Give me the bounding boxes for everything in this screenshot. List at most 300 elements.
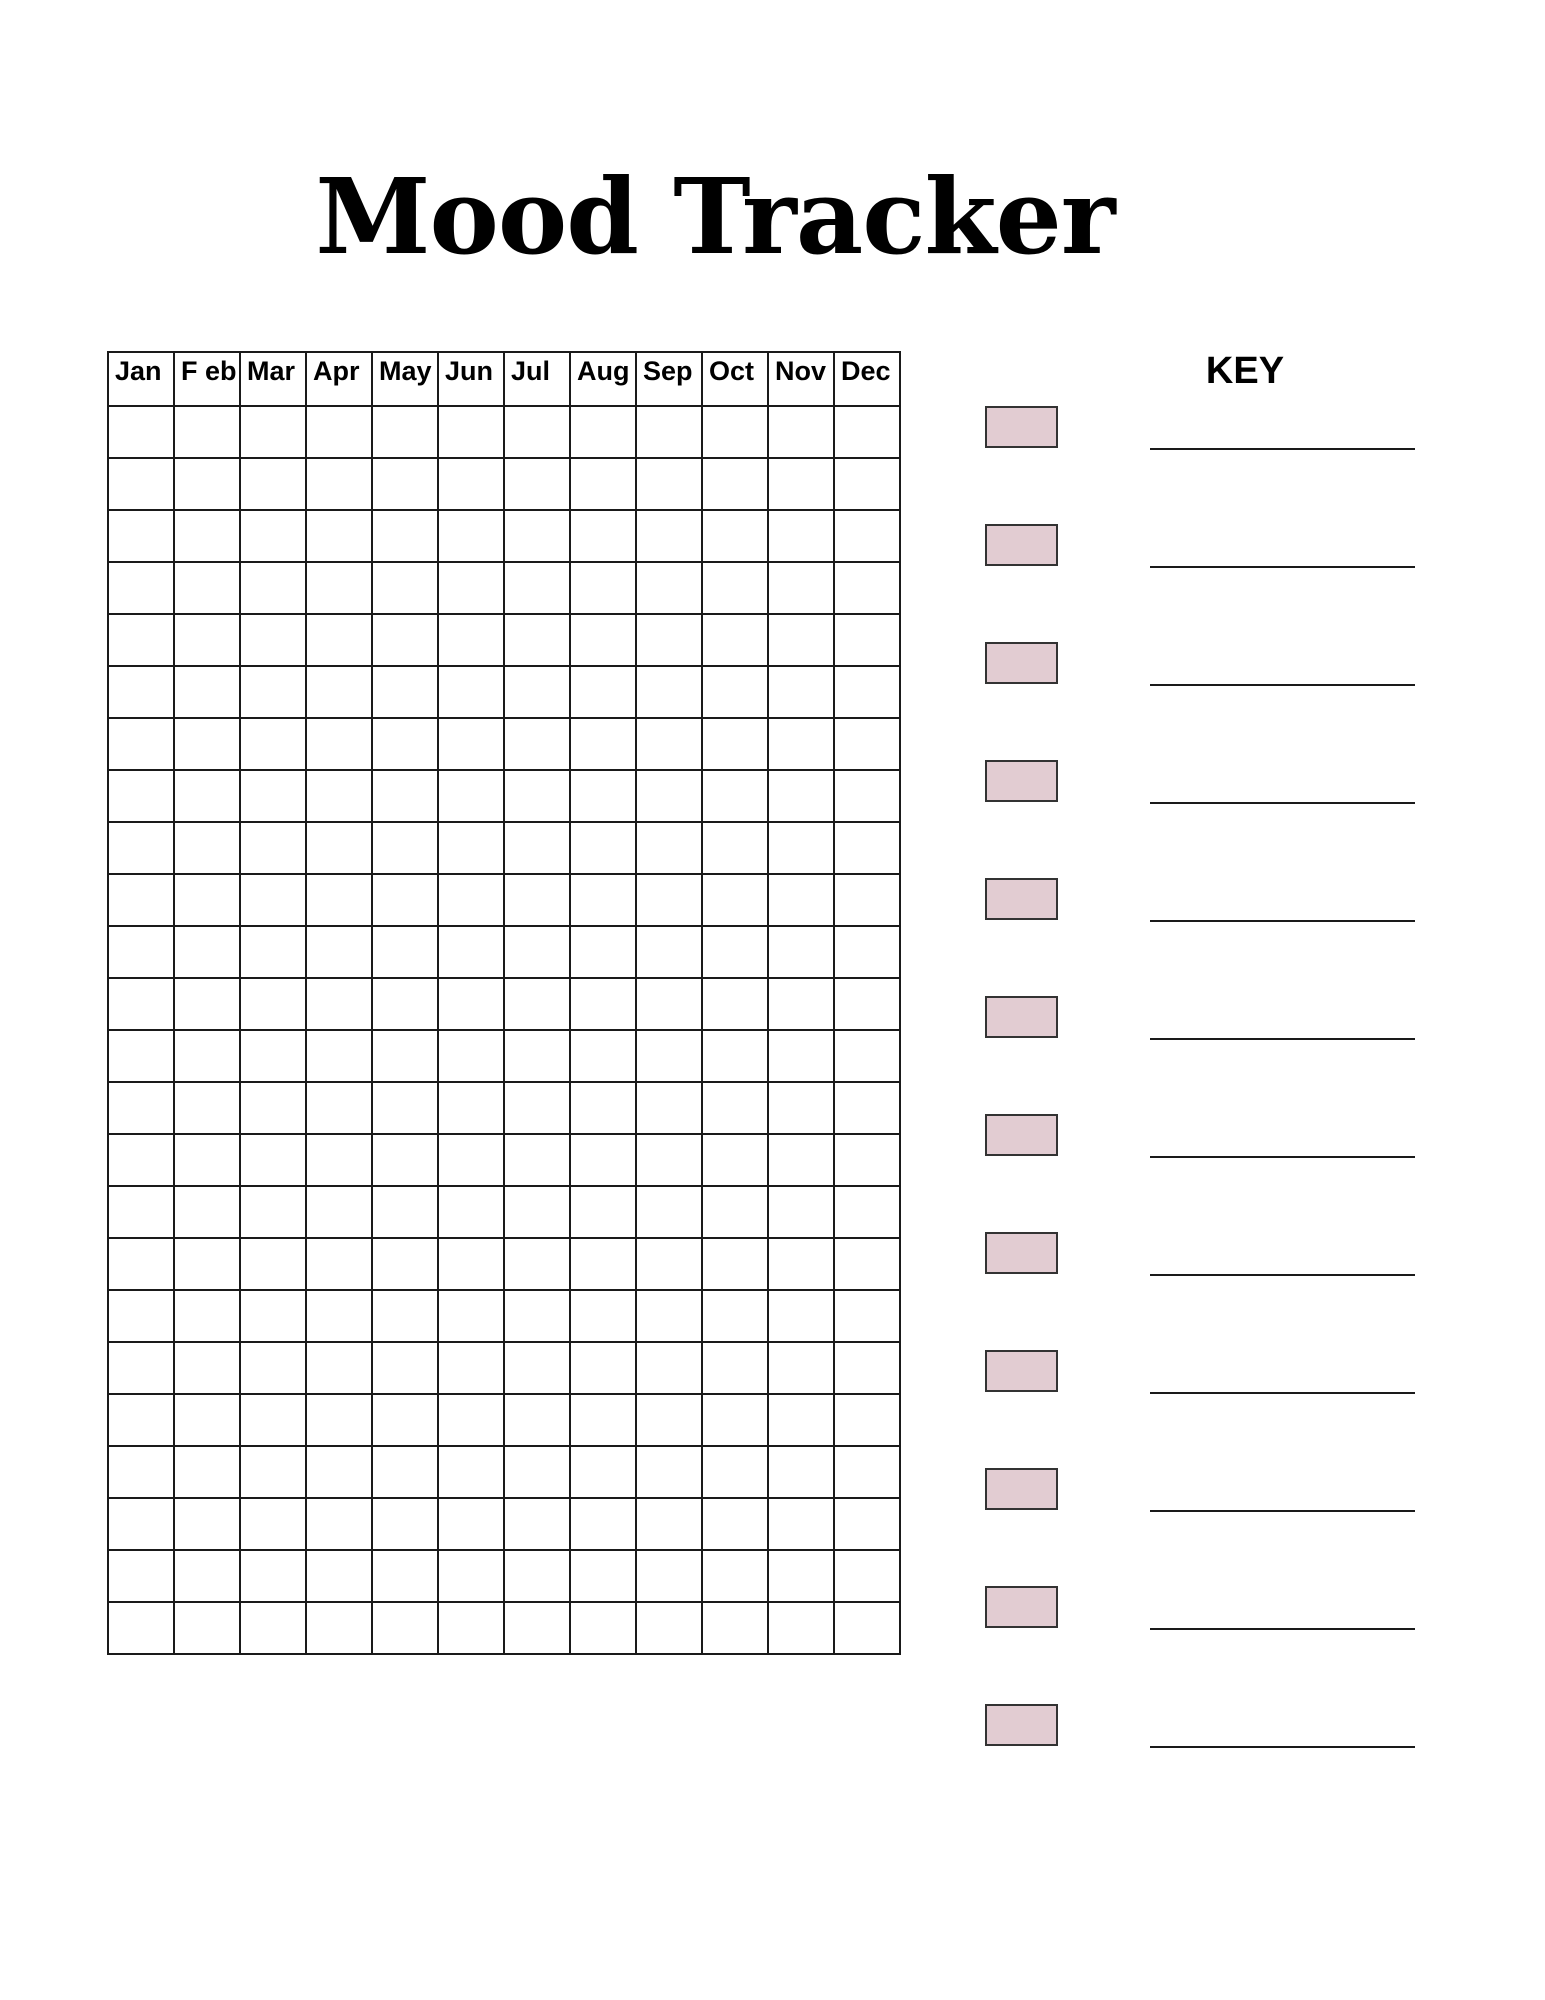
mood-cell[interactable] (570, 406, 636, 458)
mood-cell[interactable] (834, 510, 900, 562)
mood-cell[interactable] (768, 1498, 834, 1550)
mood-cell[interactable] (438, 1082, 504, 1134)
mood-cell[interactable] (174, 406, 240, 458)
mood-cell[interactable] (834, 458, 900, 510)
mood-cell[interactable] (438, 614, 504, 666)
mood-cell[interactable] (636, 1394, 702, 1446)
mood-cell[interactable] (306, 822, 372, 874)
mood-cell[interactable] (570, 1550, 636, 1602)
mood-cell[interactable] (768, 1134, 834, 1186)
mood-cell[interactable] (438, 978, 504, 1030)
mood-cell[interactable] (570, 718, 636, 770)
key-label-line[interactable] (1150, 1392, 1415, 1394)
mood-cell[interactable] (504, 406, 570, 458)
mood-cell[interactable] (108, 1290, 174, 1342)
mood-cell[interactable] (768, 666, 834, 718)
mood-cell[interactable] (438, 1290, 504, 1342)
mood-cell[interactable] (174, 978, 240, 1030)
mood-cell[interactable] (504, 1602, 570, 1654)
mood-cell[interactable] (504, 1290, 570, 1342)
mood-cell[interactable] (306, 666, 372, 718)
mood-cell[interactable] (372, 1290, 438, 1342)
mood-cell[interactable] (702, 978, 768, 1030)
mood-cell[interactable] (240, 666, 306, 718)
mood-cell[interactable] (240, 1134, 306, 1186)
mood-cell[interactable] (636, 1238, 702, 1290)
mood-cell[interactable] (108, 1342, 174, 1394)
mood-cell[interactable] (768, 510, 834, 562)
key-label-line[interactable] (1150, 1038, 1415, 1040)
mood-cell[interactable] (372, 1186, 438, 1238)
mood-cell[interactable] (174, 510, 240, 562)
mood-cell[interactable] (108, 1550, 174, 1602)
mood-cell[interactable] (702, 458, 768, 510)
mood-cell[interactable] (438, 1342, 504, 1394)
mood-cell[interactable] (636, 510, 702, 562)
mood-cell[interactable] (372, 510, 438, 562)
mood-cell[interactable] (240, 1238, 306, 1290)
mood-cell[interactable] (108, 770, 174, 822)
mood-cell[interactable] (702, 1186, 768, 1238)
mood-cell[interactable] (504, 666, 570, 718)
mood-cell[interactable] (240, 770, 306, 822)
mood-cell[interactable] (570, 510, 636, 562)
mood-cell[interactable] (372, 1394, 438, 1446)
mood-cell[interactable] (768, 874, 834, 926)
mood-cell[interactable] (240, 1550, 306, 1602)
mood-cell[interactable] (702, 406, 768, 458)
mood-cell[interactable] (636, 1030, 702, 1082)
mood-cell[interactable] (174, 874, 240, 926)
key-color-swatch[interactable] (985, 1586, 1058, 1628)
mood-cell[interactable] (504, 822, 570, 874)
mood-cell[interactable] (834, 1394, 900, 1446)
mood-cell[interactable] (636, 1446, 702, 1498)
mood-cell[interactable] (240, 1498, 306, 1550)
mood-cell[interactable] (306, 1030, 372, 1082)
key-color-swatch[interactable] (985, 1114, 1058, 1156)
mood-cell[interactable] (636, 770, 702, 822)
mood-cell[interactable] (438, 1498, 504, 1550)
mood-cell[interactable] (438, 718, 504, 770)
mood-cell[interactable] (174, 1186, 240, 1238)
mood-cell[interactable] (702, 718, 768, 770)
mood-cell[interactable] (108, 1082, 174, 1134)
mood-cell[interactable] (240, 718, 306, 770)
mood-cell[interactable] (570, 1290, 636, 1342)
mood-cell[interactable] (174, 718, 240, 770)
mood-cell[interactable] (834, 1186, 900, 1238)
mood-cell[interactable] (174, 1238, 240, 1290)
mood-cell[interactable] (504, 874, 570, 926)
mood-cell[interactable] (372, 978, 438, 1030)
mood-cell[interactable] (504, 614, 570, 666)
mood-cell[interactable] (372, 614, 438, 666)
mood-cell[interactable] (768, 614, 834, 666)
mood-cell[interactable] (306, 1394, 372, 1446)
mood-cell[interactable] (438, 822, 504, 874)
mood-cell[interactable] (504, 1134, 570, 1186)
mood-cell[interactable] (570, 770, 636, 822)
mood-cell[interactable] (504, 978, 570, 1030)
mood-cell[interactable] (504, 718, 570, 770)
mood-cell[interactable] (438, 1394, 504, 1446)
mood-cell[interactable] (570, 458, 636, 510)
mood-cell[interactable] (702, 926, 768, 978)
mood-cell[interactable] (702, 1498, 768, 1550)
mood-cell[interactable] (834, 1342, 900, 1394)
mood-cell[interactable] (834, 1134, 900, 1186)
mood-cell[interactable] (834, 406, 900, 458)
mood-cell[interactable] (504, 770, 570, 822)
mood-cell[interactable] (438, 406, 504, 458)
mood-cell[interactable] (570, 1238, 636, 1290)
mood-cell[interactable] (768, 978, 834, 1030)
mood-cell[interactable] (108, 926, 174, 978)
mood-cell[interactable] (834, 770, 900, 822)
mood-cell[interactable] (834, 1238, 900, 1290)
mood-cell[interactable] (702, 1290, 768, 1342)
mood-cell[interactable] (570, 666, 636, 718)
mood-cell[interactable] (372, 770, 438, 822)
mood-cell[interactable] (768, 822, 834, 874)
mood-cell[interactable] (636, 562, 702, 614)
mood-cell[interactable] (768, 458, 834, 510)
mood-cell[interactable] (108, 1602, 174, 1654)
mood-cell[interactable] (834, 562, 900, 614)
mood-cell[interactable] (372, 718, 438, 770)
mood-cell[interactable] (108, 1446, 174, 1498)
mood-cell[interactable] (306, 562, 372, 614)
mood-cell[interactable] (174, 1446, 240, 1498)
mood-cell[interactable] (636, 458, 702, 510)
mood-cell[interactable] (570, 1082, 636, 1134)
mood-cell[interactable] (570, 1602, 636, 1654)
mood-cell[interactable] (768, 1082, 834, 1134)
mood-cell[interactable] (108, 666, 174, 718)
mood-cell[interactable] (702, 1134, 768, 1186)
key-label-line[interactable] (1150, 802, 1415, 804)
mood-cell[interactable] (702, 1394, 768, 1446)
mood-cell[interactable] (504, 458, 570, 510)
mood-cell[interactable] (240, 978, 306, 1030)
mood-cell[interactable] (372, 1030, 438, 1082)
mood-cell[interactable] (240, 874, 306, 926)
mood-cell[interactable] (108, 1394, 174, 1446)
key-color-swatch[interactable] (985, 996, 1058, 1038)
mood-cell[interactable] (834, 1082, 900, 1134)
mood-cell[interactable] (372, 1446, 438, 1498)
mood-cell[interactable] (768, 1550, 834, 1602)
mood-cell[interactable] (174, 666, 240, 718)
mood-cell[interactable] (702, 1550, 768, 1602)
mood-cell[interactable] (174, 1342, 240, 1394)
mood-cell[interactable] (504, 562, 570, 614)
mood-cell[interactable] (372, 1550, 438, 1602)
mood-cell[interactable] (834, 1602, 900, 1654)
mood-cell[interactable] (504, 1446, 570, 1498)
mood-cell[interactable] (306, 406, 372, 458)
mood-cell[interactable] (372, 458, 438, 510)
key-color-swatch[interactable] (985, 1350, 1058, 1392)
mood-cell[interactable] (306, 1238, 372, 1290)
mood-cell[interactable] (504, 1238, 570, 1290)
mood-cell[interactable] (702, 1446, 768, 1498)
key-color-swatch[interactable] (985, 760, 1058, 802)
mood-cell[interactable] (834, 1550, 900, 1602)
mood-cell[interactable] (636, 1082, 702, 1134)
mood-cell[interactable] (108, 1238, 174, 1290)
mood-cell[interactable] (570, 614, 636, 666)
mood-cell[interactable] (438, 926, 504, 978)
mood-cell[interactable] (174, 822, 240, 874)
mood-cell[interactable] (174, 770, 240, 822)
mood-cell[interactable] (636, 614, 702, 666)
mood-cell[interactable] (636, 666, 702, 718)
mood-cell[interactable] (306, 978, 372, 1030)
mood-cell[interactable] (702, 1030, 768, 1082)
mood-cell[interactable] (108, 1186, 174, 1238)
key-label-line[interactable] (1150, 684, 1415, 686)
mood-cell[interactable] (834, 1030, 900, 1082)
mood-cell[interactable] (768, 1238, 834, 1290)
mood-cell[interactable] (768, 1186, 834, 1238)
mood-cell[interactable] (240, 562, 306, 614)
mood-cell[interactable] (504, 1394, 570, 1446)
mood-cell[interactable] (306, 1550, 372, 1602)
mood-cell[interactable] (570, 1394, 636, 1446)
mood-cell[interactable] (636, 822, 702, 874)
mood-cell[interactable] (240, 1602, 306, 1654)
mood-cell[interactable] (768, 406, 834, 458)
mood-cell[interactable] (570, 1446, 636, 1498)
mood-cell[interactable] (240, 1290, 306, 1342)
mood-cell[interactable] (702, 770, 768, 822)
mood-cell[interactable] (438, 1186, 504, 1238)
mood-cell[interactable] (702, 822, 768, 874)
mood-cell[interactable] (504, 1030, 570, 1082)
mood-cell[interactable] (636, 1290, 702, 1342)
mood-cell[interactable] (768, 1030, 834, 1082)
mood-cell[interactable] (768, 926, 834, 978)
mood-cell[interactable] (240, 1394, 306, 1446)
mood-cell[interactable] (306, 1498, 372, 1550)
mood-cell[interactable] (438, 1238, 504, 1290)
mood-cell[interactable] (504, 1186, 570, 1238)
mood-cell[interactable] (306, 1082, 372, 1134)
key-color-swatch[interactable] (985, 878, 1058, 920)
mood-cell[interactable] (702, 1342, 768, 1394)
mood-cell[interactable] (108, 614, 174, 666)
mood-cell[interactable] (174, 1498, 240, 1550)
mood-cell[interactable] (108, 510, 174, 562)
mood-cell[interactable] (240, 1446, 306, 1498)
mood-cell[interactable] (372, 666, 438, 718)
mood-cell[interactable] (108, 822, 174, 874)
mood-cell[interactable] (768, 718, 834, 770)
mood-cell[interactable] (702, 874, 768, 926)
mood-cell[interactable] (702, 614, 768, 666)
mood-cell[interactable] (174, 614, 240, 666)
mood-cell[interactable] (306, 1134, 372, 1186)
mood-cell[interactable] (174, 458, 240, 510)
key-color-swatch[interactable] (985, 642, 1058, 684)
mood-cell[interactable] (768, 770, 834, 822)
mood-cell[interactable] (702, 562, 768, 614)
mood-cell[interactable] (504, 1082, 570, 1134)
mood-cell[interactable] (174, 1030, 240, 1082)
mood-cell[interactable] (306, 458, 372, 510)
mood-cell[interactable] (636, 1602, 702, 1654)
mood-cell[interactable] (834, 926, 900, 978)
mood-cell[interactable] (636, 978, 702, 1030)
mood-cell[interactable] (306, 718, 372, 770)
mood-cell[interactable] (174, 1134, 240, 1186)
mood-cell[interactable] (504, 1498, 570, 1550)
mood-cell[interactable] (570, 822, 636, 874)
mood-cell[interactable] (702, 1082, 768, 1134)
mood-cell[interactable] (636, 1550, 702, 1602)
mood-cell[interactable] (438, 874, 504, 926)
mood-cell[interactable] (438, 1030, 504, 1082)
mood-cell[interactable] (372, 822, 438, 874)
mood-cell[interactable] (306, 926, 372, 978)
key-label-line[interactable] (1150, 566, 1415, 568)
key-label-line[interactable] (1150, 920, 1415, 922)
mood-cell[interactable] (108, 458, 174, 510)
mood-cell[interactable] (240, 1030, 306, 1082)
mood-cell[interactable] (834, 718, 900, 770)
mood-cell[interactable] (372, 926, 438, 978)
mood-cell[interactable] (768, 1602, 834, 1654)
mood-cell[interactable] (174, 926, 240, 978)
mood-cell[interactable] (372, 1082, 438, 1134)
mood-cell[interactable] (834, 614, 900, 666)
mood-cell[interactable] (240, 822, 306, 874)
mood-cell[interactable] (570, 1498, 636, 1550)
mood-cell[interactable] (636, 406, 702, 458)
mood-cell[interactable] (372, 1238, 438, 1290)
mood-cell[interactable] (504, 510, 570, 562)
mood-cell[interactable] (372, 1134, 438, 1186)
mood-cell[interactable] (570, 562, 636, 614)
mood-cell[interactable] (636, 718, 702, 770)
mood-cell[interactable] (108, 406, 174, 458)
mood-cell[interactable] (570, 1342, 636, 1394)
mood-cell[interactable] (108, 1030, 174, 1082)
mood-cell[interactable] (240, 614, 306, 666)
mood-cell[interactable] (768, 1290, 834, 1342)
key-label-line[interactable] (1150, 1156, 1415, 1158)
mood-cell[interactable] (702, 1602, 768, 1654)
mood-cell[interactable] (372, 874, 438, 926)
key-color-swatch[interactable] (985, 1704, 1058, 1746)
mood-cell[interactable] (240, 1186, 306, 1238)
mood-cell[interactable] (174, 1082, 240, 1134)
key-label-line[interactable] (1150, 448, 1415, 450)
mood-cell[interactable] (108, 718, 174, 770)
mood-cell[interactable] (570, 926, 636, 978)
mood-cell[interactable] (702, 1238, 768, 1290)
mood-cell[interactable] (834, 1290, 900, 1342)
mood-cell[interactable] (306, 874, 372, 926)
mood-cell[interactable] (108, 1498, 174, 1550)
mood-cell[interactable] (702, 666, 768, 718)
key-color-swatch[interactable] (985, 524, 1058, 566)
mood-cell[interactable] (438, 666, 504, 718)
mood-cell[interactable] (438, 1446, 504, 1498)
mood-cell[interactable] (834, 666, 900, 718)
mood-cell[interactable] (570, 874, 636, 926)
mood-cell[interactable] (504, 926, 570, 978)
mood-cell[interactable] (570, 978, 636, 1030)
mood-cell[interactable] (306, 1602, 372, 1654)
mood-cell[interactable] (372, 1602, 438, 1654)
key-label-line[interactable] (1150, 1510, 1415, 1512)
mood-cell[interactable] (438, 510, 504, 562)
mood-cell[interactable] (438, 770, 504, 822)
mood-cell[interactable] (240, 1342, 306, 1394)
mood-cell[interactable] (636, 1186, 702, 1238)
mood-cell[interactable] (834, 822, 900, 874)
mood-cell[interactable] (570, 1030, 636, 1082)
key-label-line[interactable] (1150, 1746, 1415, 1748)
mood-cell[interactable] (240, 458, 306, 510)
mood-cell[interactable] (108, 562, 174, 614)
key-label-line[interactable] (1150, 1628, 1415, 1630)
mood-cell[interactable] (570, 1134, 636, 1186)
mood-cell[interactable] (438, 1550, 504, 1602)
mood-cell[interactable] (636, 926, 702, 978)
mood-cell[interactable] (306, 1290, 372, 1342)
mood-cell[interactable] (768, 1446, 834, 1498)
mood-cell[interactable] (240, 406, 306, 458)
mood-cell[interactable] (834, 978, 900, 1030)
mood-cell[interactable] (570, 1186, 636, 1238)
mood-cell[interactable] (372, 1342, 438, 1394)
mood-cell[interactable] (240, 926, 306, 978)
mood-cell[interactable] (768, 1394, 834, 1446)
mood-cell[interactable] (372, 562, 438, 614)
mood-cell[interactable] (438, 1602, 504, 1654)
mood-cell[interactable] (372, 1498, 438, 1550)
mood-cell[interactable] (174, 1290, 240, 1342)
mood-cell[interactable] (438, 1134, 504, 1186)
mood-cell[interactable] (636, 874, 702, 926)
key-color-swatch[interactable] (985, 1468, 1058, 1510)
mood-cell[interactable] (306, 1446, 372, 1498)
key-color-swatch[interactable] (985, 1232, 1058, 1274)
mood-cell[interactable] (240, 510, 306, 562)
mood-cell[interactable] (834, 874, 900, 926)
mood-cell[interactable] (834, 1498, 900, 1550)
mood-cell[interactable] (768, 1342, 834, 1394)
mood-cell[interactable] (438, 562, 504, 614)
mood-cell[interactable] (504, 1550, 570, 1602)
mood-cell[interactable] (306, 510, 372, 562)
mood-cell[interactable] (174, 1602, 240, 1654)
mood-cell[interactable] (174, 1394, 240, 1446)
mood-cell[interactable] (306, 770, 372, 822)
key-color-swatch[interactable] (985, 406, 1058, 448)
mood-cell[interactable] (306, 1186, 372, 1238)
mood-cell[interactable] (108, 874, 174, 926)
mood-cell[interactable] (174, 562, 240, 614)
mood-cell[interactable] (108, 1134, 174, 1186)
mood-cell[interactable] (702, 510, 768, 562)
mood-cell[interactable] (636, 1498, 702, 1550)
mood-cell[interactable] (768, 562, 834, 614)
